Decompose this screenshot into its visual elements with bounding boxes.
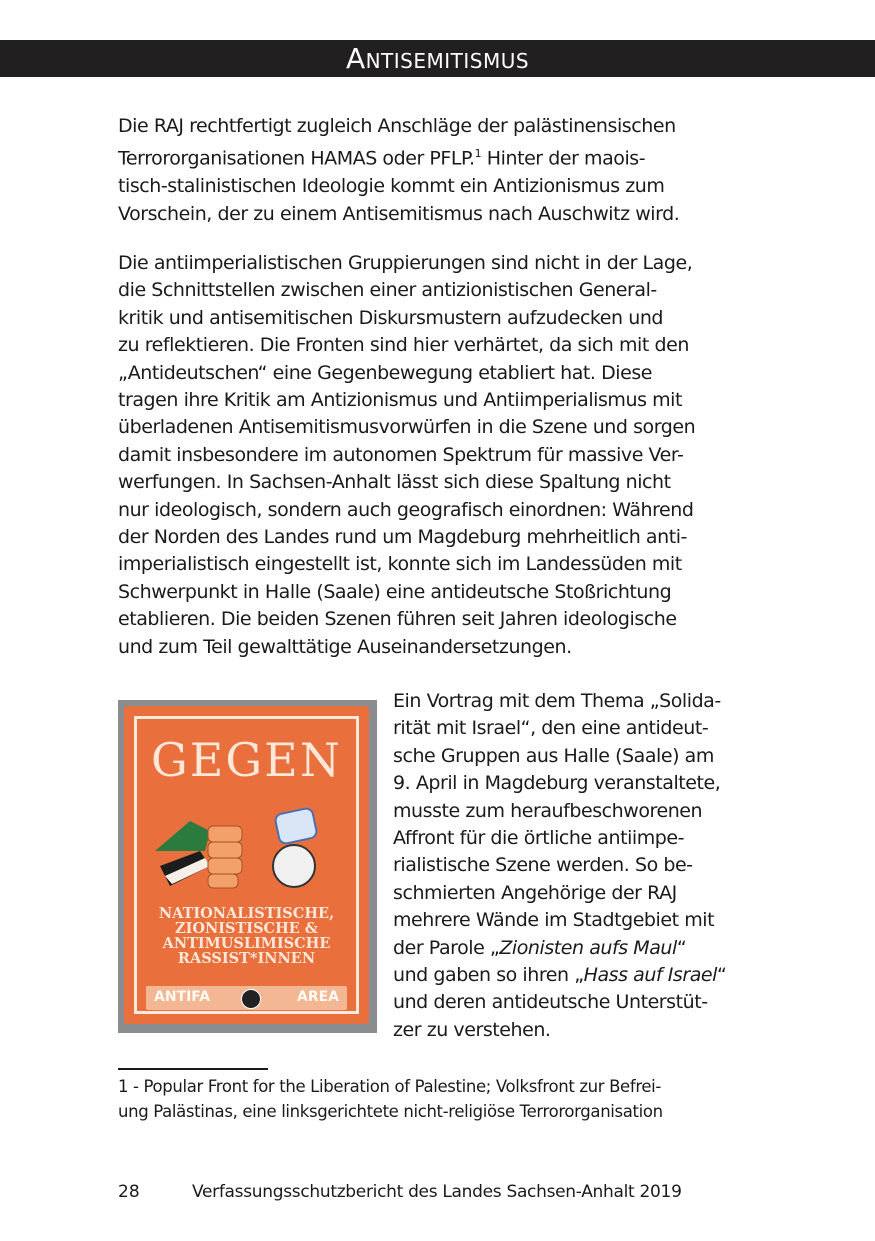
poster [124,706,369,1024]
antifa-logo-icon [241,989,261,1009]
footnote-ref[interactable]: 1 [474,147,482,161]
text-line: imperialistisch eingestellt ist, konnte sich im Landessüden mit [118,553,682,576]
text-segment: “ [676,936,687,959]
text-segment: der Parole „ [393,936,500,959]
text-line: tragen ihre Kritik am Antizionismus und Antiimperialismus mit [118,389,682,412]
text-segment: Hinter der maois- [481,147,646,170]
paragraph-3 [393,688,726,1044]
publication-title: Verfassungsschutzbericht des Landes Sachsen-Anhalt 2019 [192,1182,682,1202]
text-line: der Norden des Landes rund um Magdeburg mehrheitlich anti- [118,526,687,549]
text-line: Die RAJ rechtfertigt zugleich Anschläge der palästinensischen [118,115,676,137]
poster-headline: GEGEN [151,733,342,787]
text-line: damit insbesondere im autonomen Spektrum für massive Ver- [118,443,684,466]
text-line: rität mit Israel“, den eine antideut- [393,717,709,740]
poster-line: ZIONISTISCHE & [175,920,318,937]
round-sticker-icon [272,844,316,888]
text-line: kritik und antisemitischen Diskursmustern aufzudecken und [118,306,664,329]
poster-line: ANTIMUSLIMISCHE [162,935,331,952]
text-line: Ein Vortrag mit dem Thema „Solida- [393,690,721,712]
text-line: zu reflektieren. Die Fronten sind hier verhärtet, da sich mit den [118,334,689,357]
text-line: Vorschein, der zu einem Antisemitismus nach Auschwitz wird. [118,202,680,225]
text-line: schmierten Angehörige der RAJ [393,881,677,904]
poster-line: RASSIST*INNEN [177,950,316,967]
poster-text [142,906,351,966]
text-line: etablieren. Die beiden Szenen führen seit Jahren ideologische [118,608,677,631]
text-line: tisch-stalinistischen Ideologie kommt ein Antizionismus zum [118,175,665,198]
poster-line: NATIONALISTISCHE, [158,905,335,922]
italic-quote: Hass auf Israel [583,964,717,987]
text-line: zer zu verstehen. [393,1018,551,1041]
text-segment: Terrororganisationen HAMAS oder PFLP. [118,147,475,170]
text-line: und zum Teil gewalttätige Auseinandersetzungen. [118,635,572,658]
poster-footer [146,986,347,1010]
text-line: die Schnittstellen zwischen einer antizionistischen General- [118,279,657,302]
text-line: 9. April in Magdeburg veranstaltete, [393,772,721,795]
footnote-line: ung Palästinas, eine linksgerichtete nicht-religiöse Terrororganisation [118,1102,663,1121]
poster-photo [118,700,377,1033]
text-line [118,140,679,173]
text-line: überladenen Antisemitismusvorwürfen in die Szene und sorgen [118,416,696,439]
text-line: Die antiimperialistischen Gruppierungen sind nicht in der Lage, [118,252,693,274]
fist-illustration-icon [150,796,260,906]
text-line: und deren antideutsche Unterstüt- [393,991,708,1014]
text-segment: und gaben so ihren „ [393,964,584,987]
text-line [393,962,726,989]
text-line: Affront für die örtliche antiimpe- [393,827,685,850]
text-line: Schwerpunkt in Halle (Saale) eine antideutsche Stoßrichtung [118,580,672,603]
text-line [393,935,726,962]
text-line: musste zum heraufbeschworenen [393,799,703,822]
page-number: 28 [118,1182,140,1202]
poster-footer-right: AREA [296,989,339,1005]
text-line: nur ideologisch, sondern auch geografisch einordnen: Während [118,498,694,521]
text-segment: “ [716,964,727,987]
italic-quote: Zionisten aufs Maul [499,936,677,959]
text-line: rialistische Szene werden. So be- [393,854,693,877]
page-title: Antisemitismus [345,42,530,75]
poster-footer-left: ANTIFA [154,989,211,1005]
footnote-line: 1 - Popular Front for the Liberation of Palestine; Volksfront zur Befrei- [118,1077,662,1096]
paragraph-2 [118,250,695,661]
text-line: sche Gruppen aus Halle (Saale) am [393,744,714,767]
paragraph-1 [118,113,679,228]
text-line: werfungen. In Sachsen-Anhalt lässt sich diese Spaltung nicht [118,471,671,494]
text-line: mehrere Wände im Stadtgebiet mit [393,909,715,932]
footnote [118,1074,663,1124]
text-line: „Antideutschen“ eine Gegenbewegung etabliert hat. Diese [118,361,653,384]
footnote-divider [118,1068,268,1070]
